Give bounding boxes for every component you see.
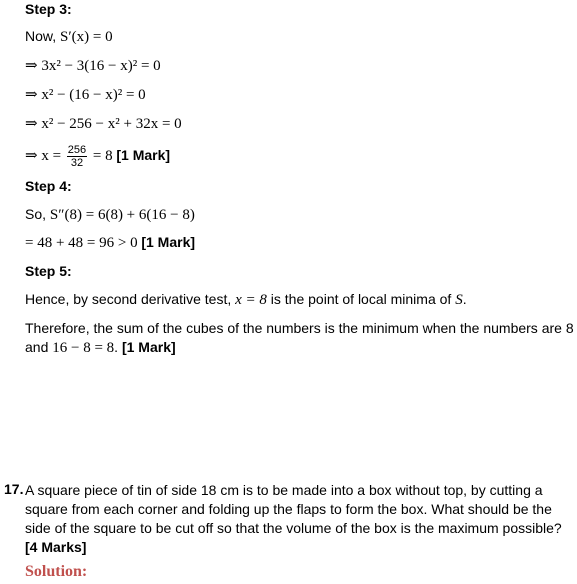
step3-derivative-eq: S′(x) = 0	[60, 29, 113, 45]
step3-eq4-pre: ⇒ x =	[25, 148, 65, 164]
step5-therefore-end: .	[114, 339, 122, 355]
step4-eq2: = 48 + 48 = 96 > 0	[25, 235, 142, 251]
step5-hence-pre: Hence, by second derivative test,	[25, 291, 236, 307]
step5-hence-mid: is the point of local minima of	[266, 291, 456, 307]
step3-eq3: ⇒ x² − 256 − x² + 32x = 0	[25, 116, 182, 132]
step5-hence-end: .	[462, 291, 467, 307]
step5-hence-line	[25, 290, 467, 309]
step4-eq1: S″(8) = 6(8) + 6(16 − 8)	[49, 207, 195, 223]
question-marks: [4 Marks]	[25, 539, 87, 555]
step5-therefore-math: 16 − 8 = 8	[52, 340, 115, 356]
step3-eq1: ⇒ 3x² − 3(16 − x)² = 0	[25, 58, 161, 74]
step3-eq2: ⇒ x² − (16 − x)² = 0	[25, 87, 146, 103]
step5-title: Step 5:	[25, 263, 72, 279]
step5-mark: [1 Mark]	[121, 339, 176, 355]
question-number: 17.	[4, 481, 24, 497]
step3-mark: [1 Mark]	[116, 147, 171, 163]
fraction-numerator: 256	[67, 143, 87, 156]
step3-now-text: Now,	[25, 28, 61, 44]
step5-therefore-line1: Therefore, the sum of the cubes of the numbers is the minimum when the numbers are 8	[25, 320, 574, 336]
step3-eq4-line	[25, 143, 170, 169]
step4-eq2-line	[25, 233, 195, 252]
step3-now-line	[25, 27, 113, 46]
step5-therefore-pre: and	[25, 339, 53, 355]
step5-therefore-line2	[25, 338, 176, 357]
step4-so-text: So,	[25, 206, 50, 222]
step5-hence-S: S	[455, 292, 463, 308]
solution-label: Solution:	[25, 563, 88, 580]
step4-mark: [1 Mark]	[141, 234, 196, 250]
step3-title: Step 3:	[25, 1, 72, 17]
step4-title: Step 4:	[25, 178, 72, 194]
step5-hence-math: x = 8	[235, 292, 267, 308]
fraction-denominator: 32	[70, 156, 84, 169]
question-text-block	[25, 481, 573, 557]
step4-so-line	[25, 205, 195, 224]
step3-eq4-post: = 8	[89, 148, 117, 164]
question-text: A square piece of tin of side 18 cm is to be made into a box without top, by cutting a square from each corner and folding up the flaps to form the box. What should be the side of the square to be cut off so that the volume of the box is the maximum possible?	[25, 482, 562, 536]
step3-fraction	[67, 144, 87, 169]
